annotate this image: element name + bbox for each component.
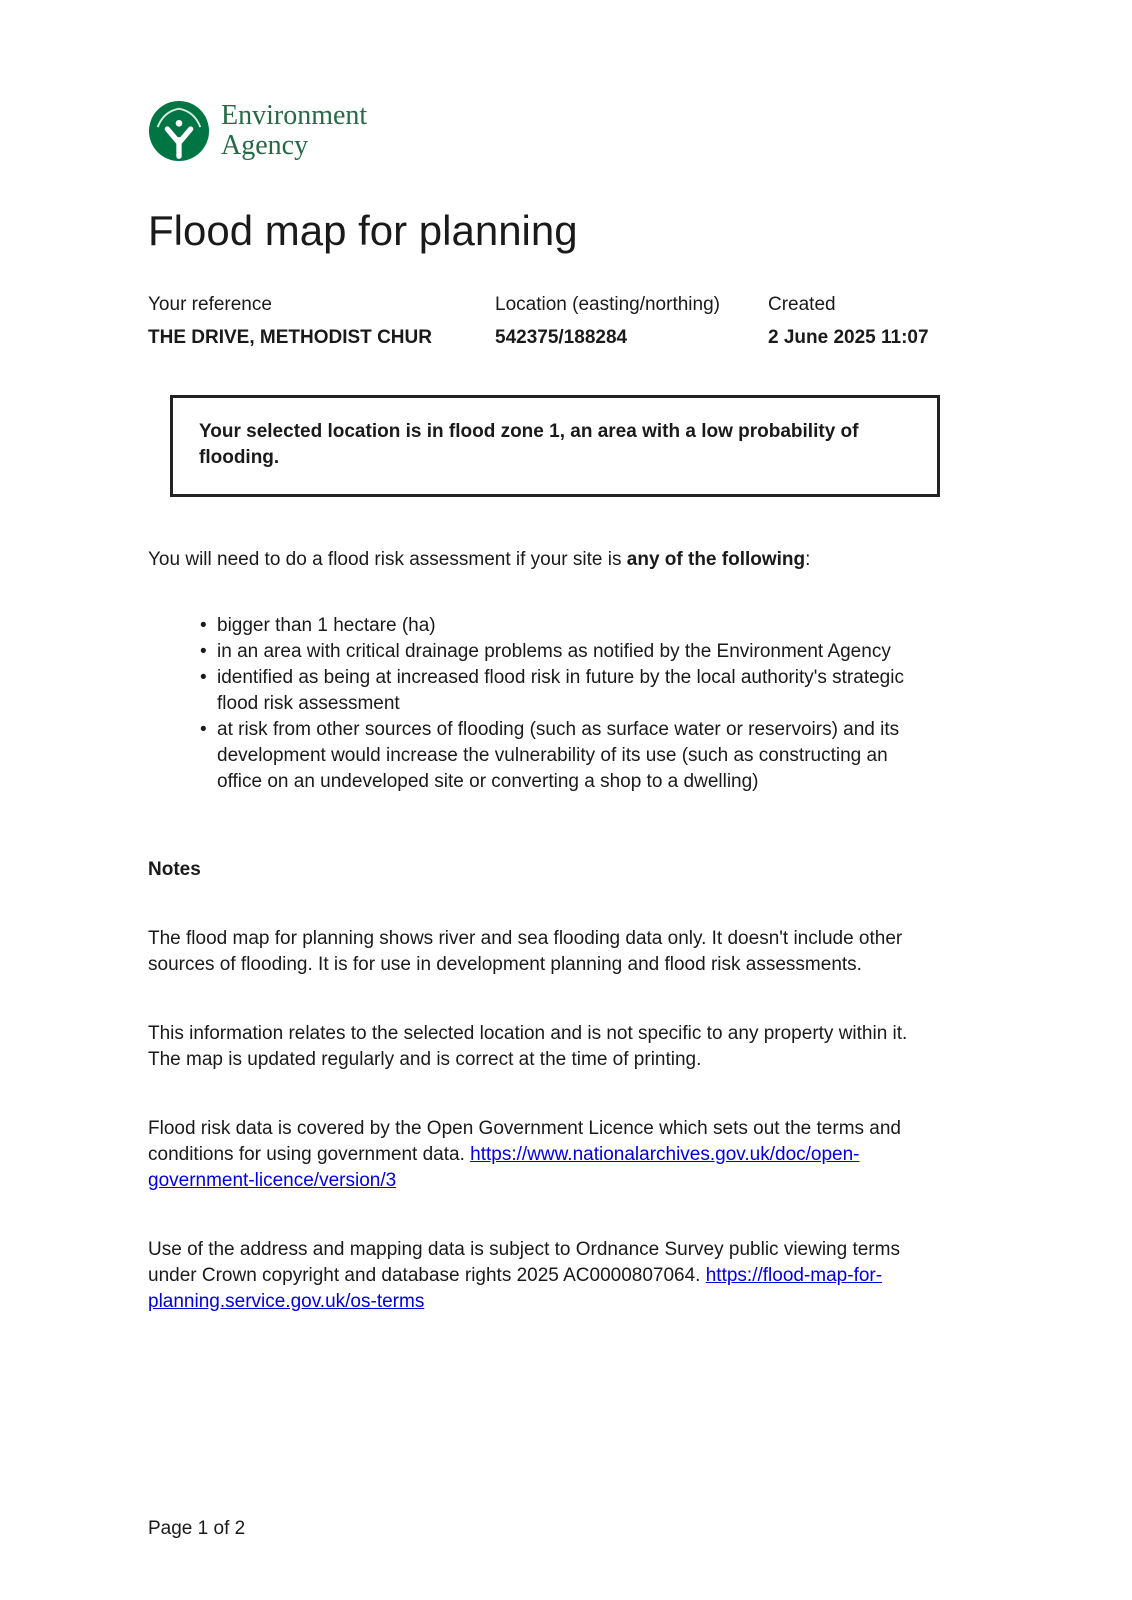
notes-para-4-text: Use of the address and mapping data is subject to Ordnance Survey public viewing terms under Crown copyright and database rights 2025 AC0000807064. [148, 1238, 900, 1286]
list-item-text: in an area with critical drainage problems as notified by the Environment Agency [217, 640, 891, 662]
bullet-icon: • [200, 640, 207, 662]
list-item [200, 665, 937, 717]
metadata-row [148, 292, 984, 351]
page-title: Flood map for planning [148, 207, 578, 254]
list-item [200, 717, 937, 795]
flood-zone-notice [170, 395, 940, 496]
created-value: 2 June 2025 11:07 [768, 327, 929, 349]
created-label: Created [768, 294, 836, 316]
bullet-icon: • [200, 718, 207, 740]
location-label: Location (easting/northing) [495, 294, 720, 316]
notes-heading: Notes [148, 858, 201, 880]
bullet-icon: • [200, 666, 207, 688]
assessment-criteria-list [200, 613, 937, 795]
location-column [495, 292, 768, 351]
list-item-text: at risk from other sources of flooding (such as surface water or reservoirs) and its development would increase the vulnerability of its use (such as constructing an office on an undeveloped site or converting a shop to a dwelling) [217, 718, 900, 792]
reference-label: Your reference [148, 294, 272, 316]
notes-para-3 [148, 1116, 918, 1194]
reference-value: THE DRIVE, METHODIST CHUR [148, 327, 432, 349]
notes-para-3-text: Flood risk data is covered by the Open Government Licence which sets out the terms and conditions for using government data. [148, 1117, 901, 1165]
logo-text-line2: Agency [221, 130, 309, 161]
notes-para-2: This information relates to the selected location and is not specific to any property within it. The map is updated regularly and is correct at the time of printing. [148, 1022, 908, 1070]
os-terms-link[interactable]: https://flood-map-for-planning.service.gov.uk/os-terms [148, 1264, 883, 1312]
list-item [200, 613, 937, 639]
bullet-icon: • [200, 614, 207, 636]
logo-text-line1: Environment [221, 100, 368, 132]
assessment-intro-bold: any of the following [626, 548, 806, 570]
notes-para-1: The flood map for planning shows river and sea flooding data only. It doesn't include other sources of flooding. It is for use in development planning and flood risk assessments. [148, 927, 903, 975]
environment-agency-tree-icon [148, 100, 210, 162]
environment-agency-logo [148, 100, 984, 162]
link-text-part1: https:// [470, 1143, 528, 1165]
link-text-part2: www.nationalarchives.gov.uk/doc/open-government-licence/version/3 [148, 1143, 860, 1191]
page-indicator: Page 1 of 2 [148, 1518, 246, 1539]
location-value: 542375/188284 [495, 327, 628, 349]
reference-column [148, 292, 495, 351]
list-item-text: bigger than 1 hectare (ha) [217, 614, 436, 636]
flood-zone-notice-text: Your selected location is in flood zone 1, an area with a low probability of flooding. [199, 421, 859, 468]
notes-para-4 [148, 1237, 918, 1315]
list-item [200, 639, 937, 665]
assessment-intro-suffix: : [805, 548, 811, 570]
assessment-intro [148, 547, 984, 573]
assessment-intro-prefix: You will need to do a flood risk assessment if your site is [148, 548, 627, 570]
logo-wordmark [221, 101, 367, 161]
list-item-text: identified as being at increased flood risk in future by the local authority's strategic flood risk assessment [217, 666, 904, 714]
created-column [768, 292, 984, 351]
